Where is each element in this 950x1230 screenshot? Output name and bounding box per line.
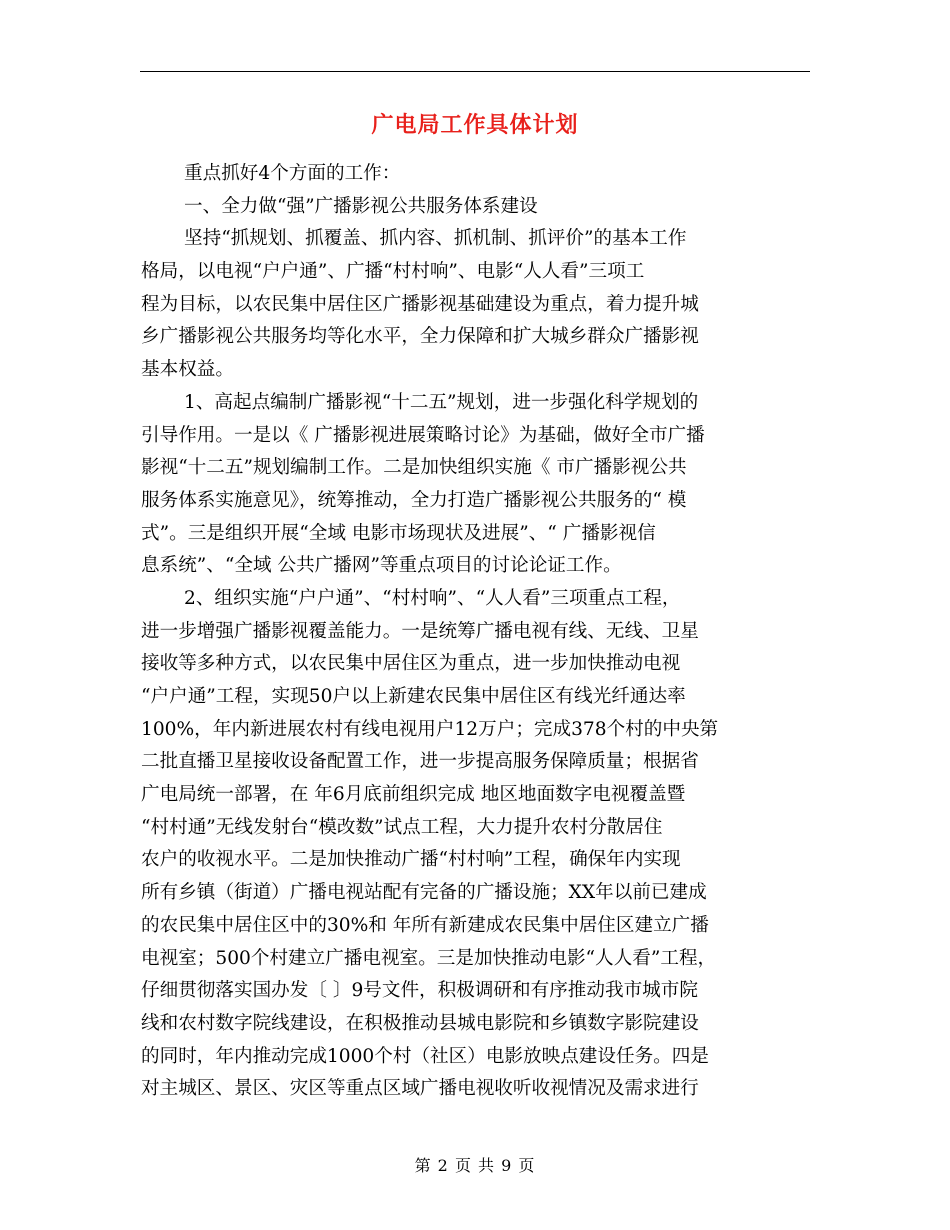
paragraph-line: 息系统”、“全域 公共广播网”等重点项目的讨论论证工作。 [141, 555, 622, 577]
paragraph-line: 式”。三是组织开展“全域 电影市场现状及进展”、“ 广播影视信 [141, 522, 656, 544]
paragraph-line: 所有乡镇（街道）广播电视站配有完备的广播设施；XX年以前已建成 [141, 882, 707, 904]
paragraph-line: 基本权益。 [141, 359, 234, 381]
paragraph-first-line: 2、组织实施“户户通”、“村村响”、“人人看”三项重点工程， [184, 587, 681, 609]
paragraph-line: 的农民集中居住区中的30%和 年所有新建成农民集中居住区建立广播 [141, 914, 709, 936]
header-rule [140, 71, 810, 72]
paragraph-first-line: 1、高起点编制广播影视“十二五”规划，进一步强化科学规划的 [184, 391, 699, 413]
paragraph-line: 格局，以电视“户户通”、广播“村村响”、电影“人人看”三项工 [141, 261, 645, 283]
paragraph-line: 对主城区、景区、灾区等重点区域广播电视收听收视情况及需求进行 [141, 1078, 699, 1100]
paragraph-line: 影视“十二五”规划编制工作。二是加快组织实施《 市广播影视公共 [141, 457, 687, 479]
paragraph-line: 的同时，年内推动完成1000个村（社区）电影放映点建设任务。四是 [141, 1045, 709, 1067]
paragraph-line: 接收等多种方式，以农民集中居住区为重点，进一步加快推动电视 [141, 653, 681, 675]
paragraph-line: 仔细贯彻落实国办发〔 〕9号文件，积极调研和有序推动我市城市院 [141, 980, 698, 1002]
paragraph-line: 二批直播卫星接收设备配置工作，进一步提高服务保障质量；根据省 [141, 751, 699, 773]
paragraph-first-line: 重点抓好4个方面的工作： [184, 163, 401, 184]
paragraph-line: 100%，年内新进展农村有线电视用户12万户；完成378个村的中央第 [141, 718, 719, 740]
paragraph-line: 农户的收视水平。二是加快推动广播“村村响”工程，确保年内实现 [141, 849, 681, 871]
paragraph-line: “村村通”无线发射台“模改数”试点工程，大力提升农村分散居住 [141, 816, 663, 838]
paragraph-line: 进一步增强广播影视覆盖能力。一是统筹广播电视有线、无线、卫星 [141, 620, 699, 642]
paragraph-first-line: 一、全力做“强”广播影视公共服务体系建设 [184, 195, 538, 217]
paragraph-line: 线和农村数字院线建设，在积极推动县城电影院和乡镇数字影院建设 [141, 1012, 699, 1034]
paragraph-line: 电视室；500个村建立广播电视室。三是加快推动电影“人人看”工程， [141, 947, 717, 969]
paragraph-line: 服务体系实施意见》，统筹推动，全力打造广播影视公共服务的“ 模 [141, 489, 687, 511]
document-body [141, 158, 801, 1106]
paragraph-line: “户户通”工程，实现50户以上新建农民集中居住区有线光纤通达率 [141, 686, 686, 707]
document-title: 广电局工作具体计划 [371, 112, 579, 138]
paragraph-line: 广电局统一部署，在 年6月底前组织完成 地区地面数字电视覆盖暨 [141, 784, 686, 806]
paragraph-line: 程为目标，以农民集中居住区广播影视基础建设为重点，着力提升城 [141, 293, 699, 315]
paragraph-line: 乡广播影视公共服务均等化水平，全力保障和扩大城乡群众广播影视 [141, 326, 699, 348]
page-number-footer: 第 2 页 共 9 页 [414, 1156, 536, 1175]
paragraph-line: 引导作用。一是以《 广播影视进展策略讨论》为基础，做好全市广播 [141, 424, 705, 446]
paragraph-first-line: 坚持“抓规划、抓覆盖、抓内容、抓机制、抓评价”的基本工作 [184, 228, 687, 250]
